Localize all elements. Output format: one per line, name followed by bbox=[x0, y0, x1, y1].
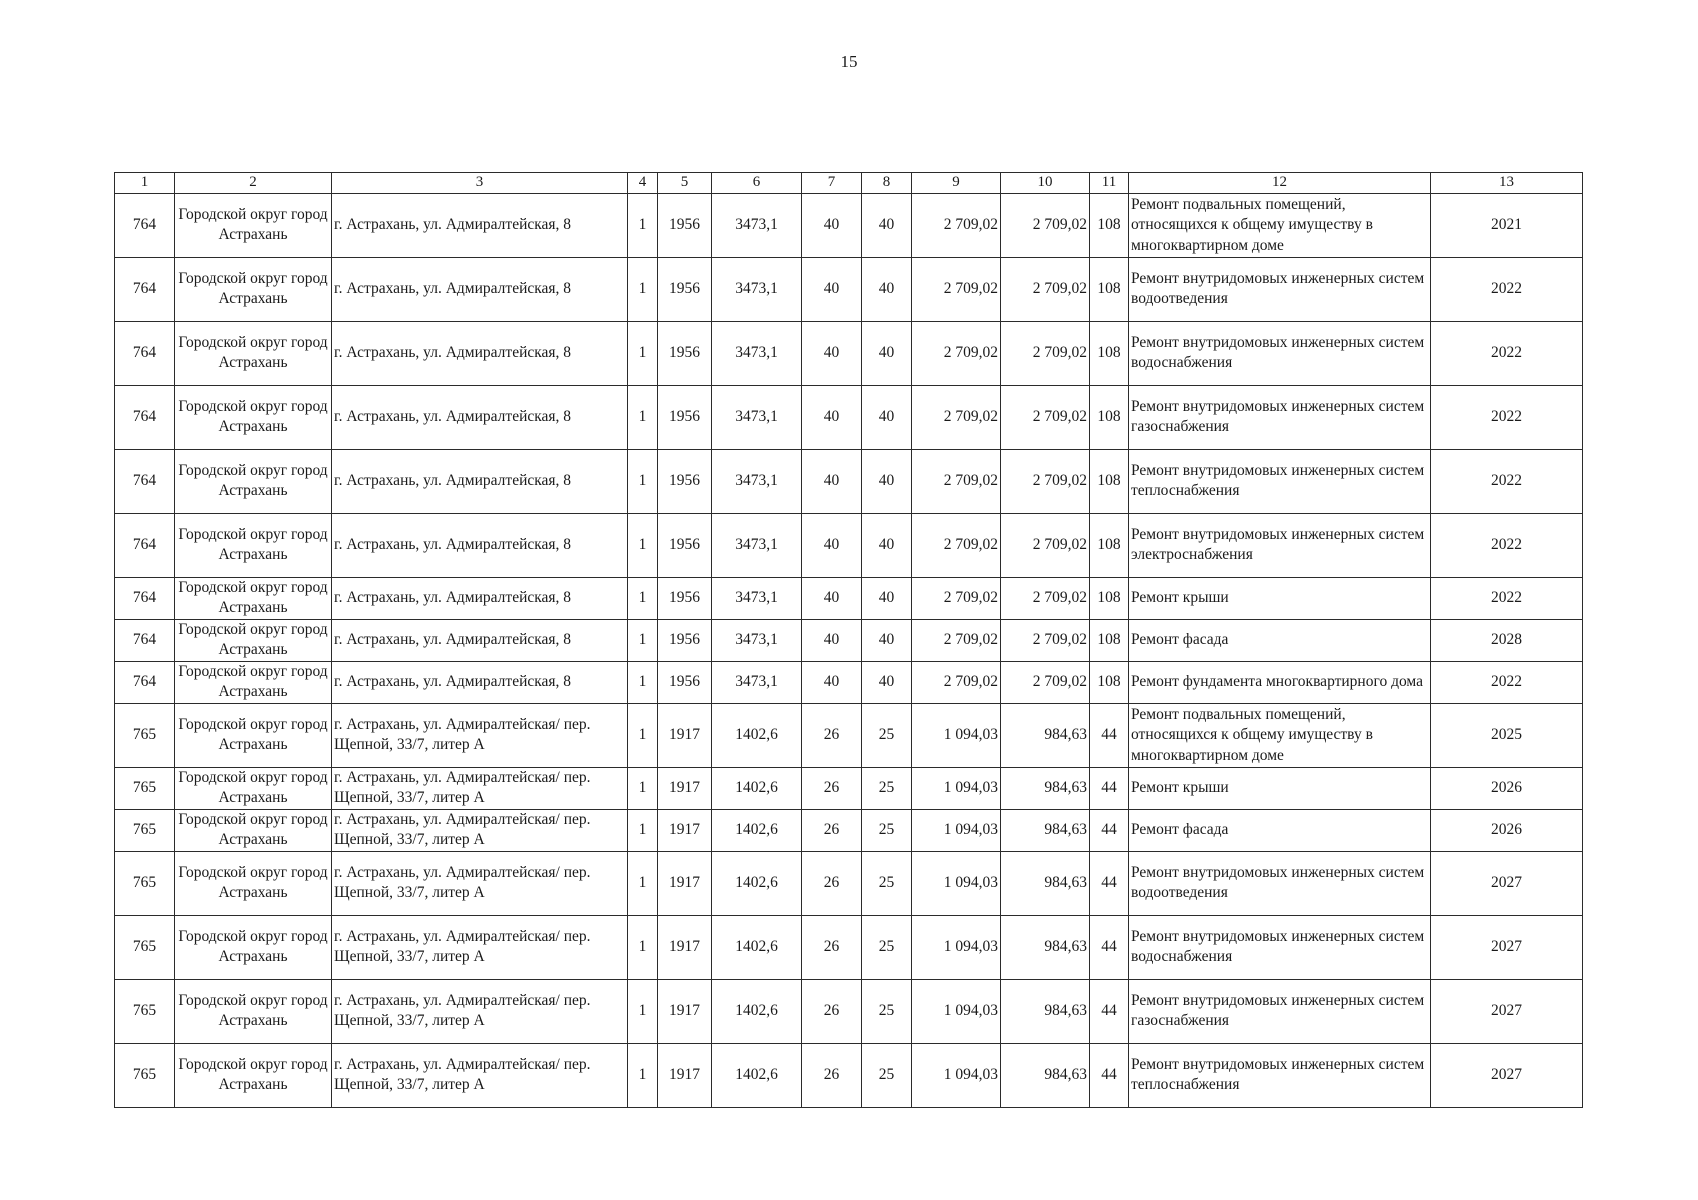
cell-address: г. Астрахань, ул. Адмиралтейская, 8 bbox=[332, 619, 628, 661]
cell-col-11: 44 bbox=[1090, 979, 1129, 1043]
cell-address: г. Астрахань, ул. Адмиралтейская/ пер. Щепной, 33/7, литер А bbox=[332, 979, 628, 1043]
cell-address: г. Астрахань, ул. Адмиралтейская/ пер. Щепной, 33/7, литер А bbox=[332, 851, 628, 915]
cell-municipality: Городской округ город Астрахань bbox=[175, 577, 332, 619]
cell-municipality: Городской округ город Астрахань bbox=[175, 1043, 332, 1107]
column-header-9: 9 bbox=[912, 173, 1001, 194]
cell-col-7: 40 bbox=[802, 661, 862, 703]
cell-col-7: 40 bbox=[802, 513, 862, 577]
cell-col-10: 2 709,02 bbox=[1001, 513, 1090, 577]
cell-col-10: 2 709,02 bbox=[1001, 619, 1090, 661]
cell-col-7: 40 bbox=[802, 321, 862, 385]
cell-area: 3473,1 bbox=[712, 577, 802, 619]
cell-object-number: 765 bbox=[115, 1043, 175, 1107]
cell-col-8: 25 bbox=[862, 851, 912, 915]
cell-repair-year: 2027 bbox=[1431, 915, 1583, 979]
cell-repair-year: 2022 bbox=[1431, 661, 1583, 703]
cell-col-7: 40 bbox=[802, 257, 862, 321]
table-row bbox=[115, 321, 1583, 385]
cell-municipality: Городской округ город Астрахань bbox=[175, 703, 332, 767]
cell-area: 3473,1 bbox=[712, 619, 802, 661]
cell-col-11: 108 bbox=[1090, 257, 1129, 321]
cell-col-8: 40 bbox=[862, 449, 912, 513]
cell-municipality: Городской округ город Астрахань bbox=[175, 809, 332, 851]
table-row bbox=[115, 767, 1583, 809]
cell-col-11: 108 bbox=[1090, 513, 1129, 577]
cell-area: 1402,6 bbox=[712, 1043, 802, 1107]
page-number: 15 bbox=[840, 52, 858, 71]
cell-col-11: 108 bbox=[1090, 385, 1129, 449]
cell-area: 1402,6 bbox=[712, 767, 802, 809]
cell-col-4: 1 bbox=[628, 193, 658, 257]
cell-repair-year: 2028 bbox=[1431, 619, 1583, 661]
cell-col-9: 1 094,03 bbox=[912, 1043, 1001, 1107]
cell-object-number: 764 bbox=[115, 619, 175, 661]
cell-year: 1917 bbox=[658, 1043, 712, 1107]
cell-address: г. Астрахань, ул. Адмиралтейская, 8 bbox=[332, 449, 628, 513]
cell-municipality: Городской округ город Астрахань bbox=[175, 321, 332, 385]
cell-year: 1917 bbox=[658, 809, 712, 851]
cell-col-10: 2 709,02 bbox=[1001, 661, 1090, 703]
column-header-6: 6 bbox=[712, 173, 802, 194]
cell-col-9: 1 094,03 bbox=[912, 703, 1001, 767]
cell-col-7: 40 bbox=[802, 577, 862, 619]
cell-area: 3473,1 bbox=[712, 513, 802, 577]
capital-repair-table bbox=[114, 172, 1583, 1108]
cell-municipality: Городской округ город Астрахань bbox=[175, 661, 332, 703]
column-header-12: 12 bbox=[1129, 173, 1431, 194]
table-row bbox=[115, 577, 1583, 619]
cell-area: 1402,6 bbox=[712, 915, 802, 979]
cell-municipality: Городской округ город Астрахань bbox=[175, 851, 332, 915]
cell-object-number: 765 bbox=[115, 979, 175, 1043]
cell-col-8: 40 bbox=[862, 257, 912, 321]
cell-area: 1402,6 bbox=[712, 851, 802, 915]
cell-col-4: 1 bbox=[628, 809, 658, 851]
cell-col-10: 2 709,02 bbox=[1001, 257, 1090, 321]
cell-col-4: 1 bbox=[628, 619, 658, 661]
table-row bbox=[115, 809, 1583, 851]
cell-col-10: 984,63 bbox=[1001, 809, 1090, 851]
cell-col-4: 1 bbox=[628, 979, 658, 1043]
column-header-8: 8 bbox=[862, 173, 912, 194]
cell-col-8: 40 bbox=[862, 661, 912, 703]
cell-col-9: 1 094,03 bbox=[912, 851, 1001, 915]
cell-municipality: Городской округ город Астрахань bbox=[175, 385, 332, 449]
cell-col-4: 1 bbox=[628, 449, 658, 513]
table-row bbox=[115, 385, 1583, 449]
cell-repair-year: 2022 bbox=[1431, 385, 1583, 449]
cell-year: 1956 bbox=[658, 385, 712, 449]
cell-col-8: 25 bbox=[862, 979, 912, 1043]
cell-municipality: Городской округ город Астрахань bbox=[175, 767, 332, 809]
cell-col-7: 26 bbox=[802, 915, 862, 979]
cell-col-4: 1 bbox=[628, 915, 658, 979]
cell-address: г. Астрахань, ул. Адмиралтейская/ пер. Щепной, 33/7, литер А bbox=[332, 809, 628, 851]
cell-year: 1956 bbox=[658, 321, 712, 385]
cell-year: 1956 bbox=[658, 619, 712, 661]
cell-work-type: Ремонт фасада bbox=[1129, 809, 1431, 851]
cell-col-10: 2 709,02 bbox=[1001, 193, 1090, 257]
table-row bbox=[115, 915, 1583, 979]
cell-year: 1917 bbox=[658, 767, 712, 809]
cell-col-10: 984,63 bbox=[1001, 1043, 1090, 1107]
cell-object-number: 765 bbox=[115, 767, 175, 809]
cell-municipality: Городской округ город Астрахань bbox=[175, 619, 332, 661]
cell-col-8: 40 bbox=[862, 193, 912, 257]
cell-area: 3473,1 bbox=[712, 661, 802, 703]
table-row bbox=[115, 661, 1583, 703]
column-header-2: 2 bbox=[175, 173, 332, 194]
cell-work-type: Ремонт внутридомовых инженерных систем газоснабжения bbox=[1129, 979, 1431, 1043]
cell-col-4: 1 bbox=[628, 321, 658, 385]
cell-address: г. Астрахань, ул. Адмиралтейская, 8 bbox=[332, 193, 628, 257]
cell-year: 1956 bbox=[658, 661, 712, 703]
column-header-13: 13 bbox=[1431, 173, 1583, 194]
cell-object-number: 764 bbox=[115, 661, 175, 703]
cell-col-11: 44 bbox=[1090, 915, 1129, 979]
cell-area: 1402,6 bbox=[712, 703, 802, 767]
cell-object-number: 765 bbox=[115, 915, 175, 979]
cell-work-type: Ремонт внутридомовых инженерных систем водоснабжения bbox=[1129, 321, 1431, 385]
cell-address: г. Астрахань, ул. Адмиралтейская/ пер. Щепной, 33/7, литер А bbox=[332, 703, 628, 767]
cell-col-4: 1 bbox=[628, 577, 658, 619]
cell-col-11: 44 bbox=[1090, 809, 1129, 851]
cell-work-type: Ремонт подвальных помещений, относящихся к общему имуществу в многоквартирном доме bbox=[1129, 703, 1431, 767]
cell-area: 3473,1 bbox=[712, 385, 802, 449]
cell-repair-year: 2022 bbox=[1431, 577, 1583, 619]
table-row bbox=[115, 449, 1583, 513]
cell-col-11: 44 bbox=[1090, 767, 1129, 809]
cell-col-7: 40 bbox=[802, 449, 862, 513]
cell-object-number: 765 bbox=[115, 809, 175, 851]
cell-year: 1956 bbox=[658, 577, 712, 619]
cell-repair-year: 2027 bbox=[1431, 1043, 1583, 1107]
column-header-7: 7 bbox=[802, 173, 862, 194]
cell-col-9: 2 709,02 bbox=[912, 385, 1001, 449]
cell-object-number: 764 bbox=[115, 449, 175, 513]
cell-year: 1956 bbox=[658, 449, 712, 513]
cell-address: г. Астрахань, ул. Адмиралтейская/ пер. Щепной, 33/7, литер А bbox=[332, 767, 628, 809]
column-number-row bbox=[115, 173, 1583, 194]
cell-col-9: 2 709,02 bbox=[912, 193, 1001, 257]
cell-col-7: 26 bbox=[802, 809, 862, 851]
cell-col-7: 26 bbox=[802, 703, 862, 767]
cell-work-type: Ремонт подвальных помещений, относящихся к общему имуществу в многоквартирном доме bbox=[1129, 193, 1431, 257]
cell-work-type: Ремонт фундамента многоквартирного дома bbox=[1129, 661, 1431, 703]
cell-repair-year: 2022 bbox=[1431, 321, 1583, 385]
cell-repair-year: 2026 bbox=[1431, 767, 1583, 809]
table-row bbox=[115, 1043, 1583, 1107]
cell-work-type: Ремонт внутридомовых инженерных систем водоснабжения bbox=[1129, 915, 1431, 979]
cell-col-4: 1 bbox=[628, 257, 658, 321]
cell-repair-year: 2022 bbox=[1431, 257, 1583, 321]
cell-work-type: Ремонт фасада bbox=[1129, 619, 1431, 661]
cell-work-type: Ремонт внутридомовых инженерных систем газоснабжения bbox=[1129, 385, 1431, 449]
cell-repair-year: 2026 bbox=[1431, 809, 1583, 851]
column-header-4: 4 bbox=[628, 173, 658, 194]
cell-col-4: 1 bbox=[628, 513, 658, 577]
cell-repair-year: 2027 bbox=[1431, 979, 1583, 1043]
cell-object-number: 764 bbox=[115, 513, 175, 577]
cell-municipality: Городской округ город Астрахань bbox=[175, 979, 332, 1043]
cell-col-9: 1 094,03 bbox=[912, 915, 1001, 979]
cell-address: г. Астрахань, ул. Адмиралтейская/ пер. Щепной, 33/7, литер А bbox=[332, 915, 628, 979]
cell-col-4: 1 bbox=[628, 767, 658, 809]
cell-work-type: Ремонт внутридомовых инженерных систем водоотведения bbox=[1129, 257, 1431, 321]
cell-col-9: 2 709,02 bbox=[912, 449, 1001, 513]
cell-col-4: 1 bbox=[628, 661, 658, 703]
cell-area: 1402,6 bbox=[712, 809, 802, 851]
cell-col-8: 25 bbox=[862, 809, 912, 851]
table-row bbox=[115, 257, 1583, 321]
cell-municipality: Городской округ город Астрахань bbox=[175, 513, 332, 577]
cell-col-8: 40 bbox=[862, 513, 912, 577]
cell-year: 1956 bbox=[658, 513, 712, 577]
cell-col-11: 108 bbox=[1090, 193, 1129, 257]
cell-col-8: 25 bbox=[862, 915, 912, 979]
cell-col-9: 1 094,03 bbox=[912, 809, 1001, 851]
cell-col-7: 40 bbox=[802, 385, 862, 449]
table-row bbox=[115, 619, 1583, 661]
cell-col-11: 44 bbox=[1090, 1043, 1129, 1107]
cell-col-10: 984,63 bbox=[1001, 767, 1090, 809]
cell-col-10: 2 709,02 bbox=[1001, 321, 1090, 385]
cell-address: г. Астрахань, ул. Адмиралтейская, 8 bbox=[332, 577, 628, 619]
cell-col-9: 2 709,02 bbox=[912, 321, 1001, 385]
cell-col-7: 26 bbox=[802, 851, 862, 915]
column-header-3: 3 bbox=[332, 173, 628, 194]
cell-col-4: 1 bbox=[628, 1043, 658, 1107]
cell-col-10: 984,63 bbox=[1001, 851, 1090, 915]
cell-work-type: Ремонт внутридомовых инженерных систем водоотведения bbox=[1129, 851, 1431, 915]
cell-col-7: 26 bbox=[802, 1043, 862, 1107]
column-header-10: 10 bbox=[1001, 173, 1090, 194]
cell-year: 1917 bbox=[658, 703, 712, 767]
cell-col-9: 2 709,02 bbox=[912, 661, 1001, 703]
table-row bbox=[115, 851, 1583, 915]
cell-col-11: 108 bbox=[1090, 619, 1129, 661]
cell-work-type: Ремонт внутридомовых инженерных систем теплоснабжения bbox=[1129, 449, 1431, 513]
cell-address: г. Астрахань, ул. Адмиралтейская, 8 bbox=[332, 257, 628, 321]
cell-work-type: Ремонт крыши bbox=[1129, 767, 1431, 809]
cell-work-type: Ремонт внутридомовых инженерных систем теплоснабжения bbox=[1129, 1043, 1431, 1107]
cell-address: г. Астрахань, ул. Адмиралтейская, 8 bbox=[332, 385, 628, 449]
table-row bbox=[115, 979, 1583, 1043]
cell-col-8: 40 bbox=[862, 577, 912, 619]
cell-object-number: 765 bbox=[115, 703, 175, 767]
cell-col-8: 40 bbox=[862, 619, 912, 661]
cell-repair-year: 2022 bbox=[1431, 513, 1583, 577]
cell-col-8: 25 bbox=[862, 767, 912, 809]
cell-year: 1917 bbox=[658, 915, 712, 979]
cell-col-8: 25 bbox=[862, 1043, 912, 1107]
cell-municipality: Городской округ город Астрахань bbox=[175, 915, 332, 979]
cell-repair-year: 2022 bbox=[1431, 449, 1583, 513]
cell-col-8: 40 bbox=[862, 321, 912, 385]
cell-col-10: 2 709,02 bbox=[1001, 449, 1090, 513]
cell-col-11: 108 bbox=[1090, 449, 1129, 513]
cell-area: 3473,1 bbox=[712, 321, 802, 385]
cell-col-11: 108 bbox=[1090, 661, 1129, 703]
cell-col-9: 2 709,02 bbox=[912, 513, 1001, 577]
cell-area: 1402,6 bbox=[712, 979, 802, 1043]
cell-col-10: 2 709,02 bbox=[1001, 577, 1090, 619]
cell-col-10: 984,63 bbox=[1001, 979, 1090, 1043]
cell-col-9: 1 094,03 bbox=[912, 979, 1001, 1043]
cell-year: 1917 bbox=[658, 979, 712, 1043]
cell-repair-year: 2025 bbox=[1431, 703, 1583, 767]
column-header-1: 1 bbox=[115, 173, 175, 194]
cell-object-number: 764 bbox=[115, 193, 175, 257]
cell-col-8: 40 bbox=[862, 385, 912, 449]
cell-col-10: 984,63 bbox=[1001, 703, 1090, 767]
cell-address: г. Астрахань, ул. Адмиралтейская, 8 bbox=[332, 661, 628, 703]
cell-repair-year: 2021 bbox=[1431, 193, 1583, 257]
cell-year: 1917 bbox=[658, 851, 712, 915]
cell-col-9: 1 094,03 bbox=[912, 767, 1001, 809]
cell-col-9: 2 709,02 bbox=[912, 257, 1001, 321]
cell-object-number: 765 bbox=[115, 851, 175, 915]
table-row bbox=[115, 703, 1583, 767]
cell-year: 1956 bbox=[658, 257, 712, 321]
cell-area: 3473,1 bbox=[712, 193, 802, 257]
cell-col-11: 44 bbox=[1090, 851, 1129, 915]
cell-col-4: 1 bbox=[628, 703, 658, 767]
cell-municipality: Городской округ город Астрахань bbox=[175, 193, 332, 257]
cell-col-8: 25 bbox=[862, 703, 912, 767]
cell-repair-year: 2027 bbox=[1431, 851, 1583, 915]
cell-col-4: 1 bbox=[628, 851, 658, 915]
table-row bbox=[115, 193, 1583, 257]
cell-address: г. Астрахань, ул. Адмиралтейская, 8 bbox=[332, 513, 628, 577]
cell-col-9: 2 709,02 bbox=[912, 577, 1001, 619]
cell-col-11: 108 bbox=[1090, 577, 1129, 619]
cell-municipality: Городской округ город Астрахань bbox=[175, 449, 332, 513]
cell-municipality: Городской округ город Астрахань bbox=[175, 257, 332, 321]
cell-object-number: 764 bbox=[115, 385, 175, 449]
cell-col-7: 40 bbox=[802, 193, 862, 257]
cell-object-number: 764 bbox=[115, 577, 175, 619]
cell-col-4: 1 bbox=[628, 385, 658, 449]
column-header-5: 5 bbox=[658, 173, 712, 194]
cell-col-10: 984,63 bbox=[1001, 915, 1090, 979]
cell-col-7: 26 bbox=[802, 767, 862, 809]
cell-col-10: 2 709,02 bbox=[1001, 385, 1090, 449]
cell-address: г. Астрахань, ул. Адмиралтейская/ пер. Щепной, 33/7, литер А bbox=[332, 1043, 628, 1107]
cell-object-number: 764 bbox=[115, 257, 175, 321]
cell-work-type: Ремонт внутридомовых инженерных систем электроснабжения bbox=[1129, 513, 1431, 577]
cell-area: 3473,1 bbox=[712, 449, 802, 513]
cell-address: г. Астрахань, ул. Адмиралтейская, 8 bbox=[332, 321, 628, 385]
cell-col-7: 40 bbox=[802, 619, 862, 661]
cell-col-9: 2 709,02 bbox=[912, 619, 1001, 661]
cell-col-7: 26 bbox=[802, 979, 862, 1043]
cell-work-type: Ремонт крыши bbox=[1129, 577, 1431, 619]
table-row bbox=[115, 513, 1583, 577]
cell-object-number: 764 bbox=[115, 321, 175, 385]
cell-year: 1956 bbox=[658, 193, 712, 257]
cell-col-11: 108 bbox=[1090, 321, 1129, 385]
cell-col-11: 44 bbox=[1090, 703, 1129, 767]
column-header-11: 11 bbox=[1090, 173, 1129, 194]
cell-area: 3473,1 bbox=[712, 257, 802, 321]
